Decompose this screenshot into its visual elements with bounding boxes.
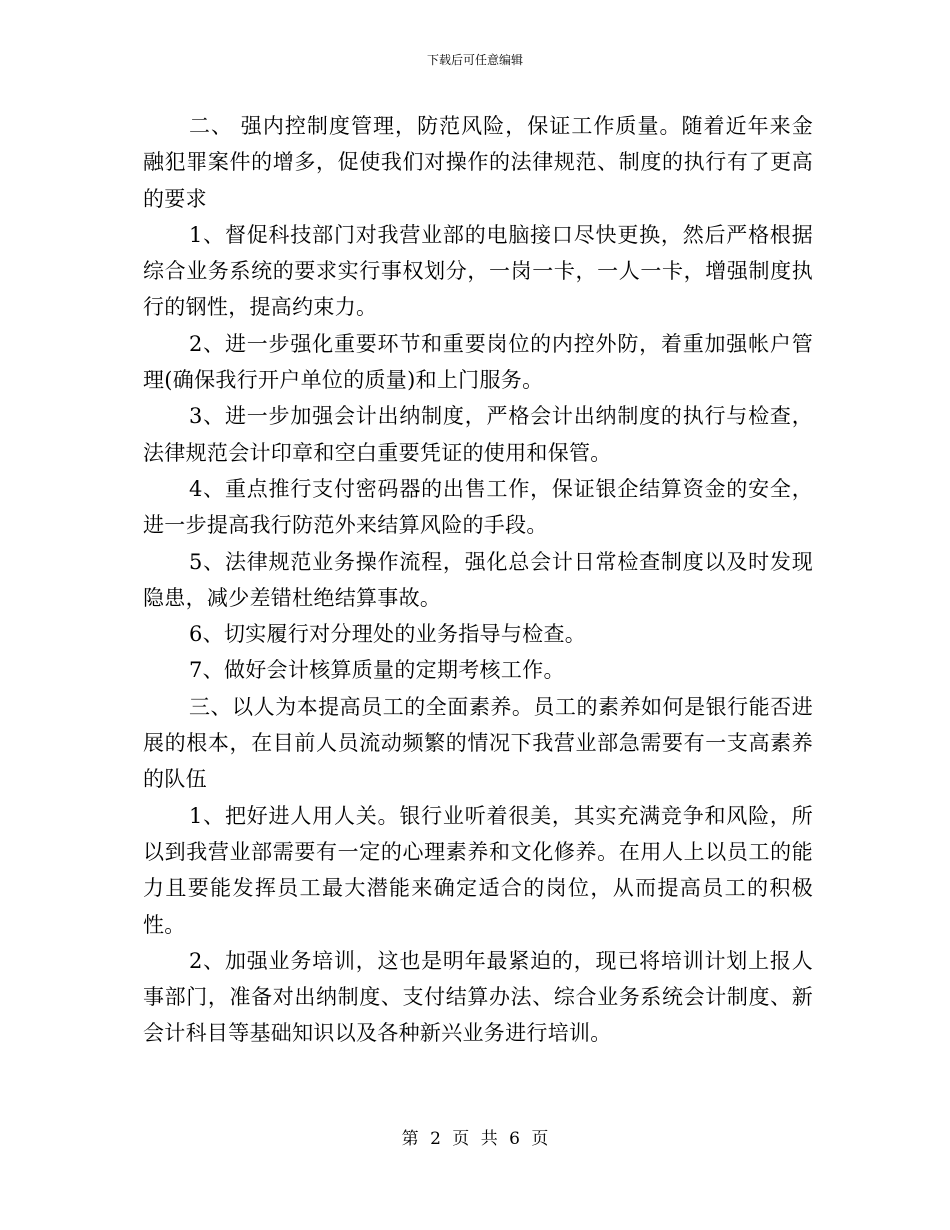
paragraph: 7、做好会计核算质量的定期考核工作。 [189, 658, 565, 683]
page-number-footer: 第 2 页 共 6 页 [401, 1129, 549, 1149]
document-body [143, 108, 813, 1052]
paragraph: 二、 强内控制度管理，防范风险，保证工作质量。随着近年来金融犯罪案件的增多，促使我们对操作的法律规范、制度的执行有了更高的要求 [143, 114, 813, 211]
paragraph: 4、重点推行支付密码器的出售工作，保证银企结算资金的安全，进一步提高我行防范外来结算风险的手段。 [143, 476, 813, 538]
paragraph: 6、切实履行对分理处的业务指导与检查。 [189, 622, 587, 647]
page-header: 下载后可任意编辑 [426, 53, 523, 67]
paragraph: 2、加强业务培训，这也是明年最紧迫的，现已将培训计划上报人事部门，准备对出纳制度、支付结算办法、综合业务系统会计制度、新会计科目等基础知识以及各种新兴业务进行培训。 [143, 948, 813, 1046]
paragraph: 3、进一步加强会计出纳制度，严格会计出纳制度的执行与检查，法律规范会计印章和空白重要凭证的使用和保管。 [143, 404, 813, 465]
paragraph: 三、以人为本提高员工的全面素养。员工的素养如何是银行能否进展的根本，在目前人员流动频繁的情况下我营业部急需要有一支高素养的队伍 [143, 694, 813, 792]
paragraph: 1、把好进人用人关。银行业听着很美，其实充满竞争和风险，所以到我营业部需要有一定的心理素养和文化修养。在用人上以员工的能力且要能发挥员工最大潜能来确定适合的岗位，从而提高员工的积极性。 [143, 803, 813, 937]
paragraph: 5、法律规范业务操作流程，强化总会计日常检查制度以及时发现隐患，减少差错杜绝结算事故。 [143, 549, 813, 610]
paragraph: 1、督促科技部门对我营业部的电脑接口尽快更换，然后严格根据综合业务系统的要求实行事权划分，一岗一卡，一人一卡，增强制度执行的钢性，提高约束力。 [143, 222, 813, 320]
paragraph: 2、进一步强化重要环节和重要岗位的内控外防，着重加强帐户管理(确保我行开户单位的质量)和上门服务。 [143, 331, 813, 393]
